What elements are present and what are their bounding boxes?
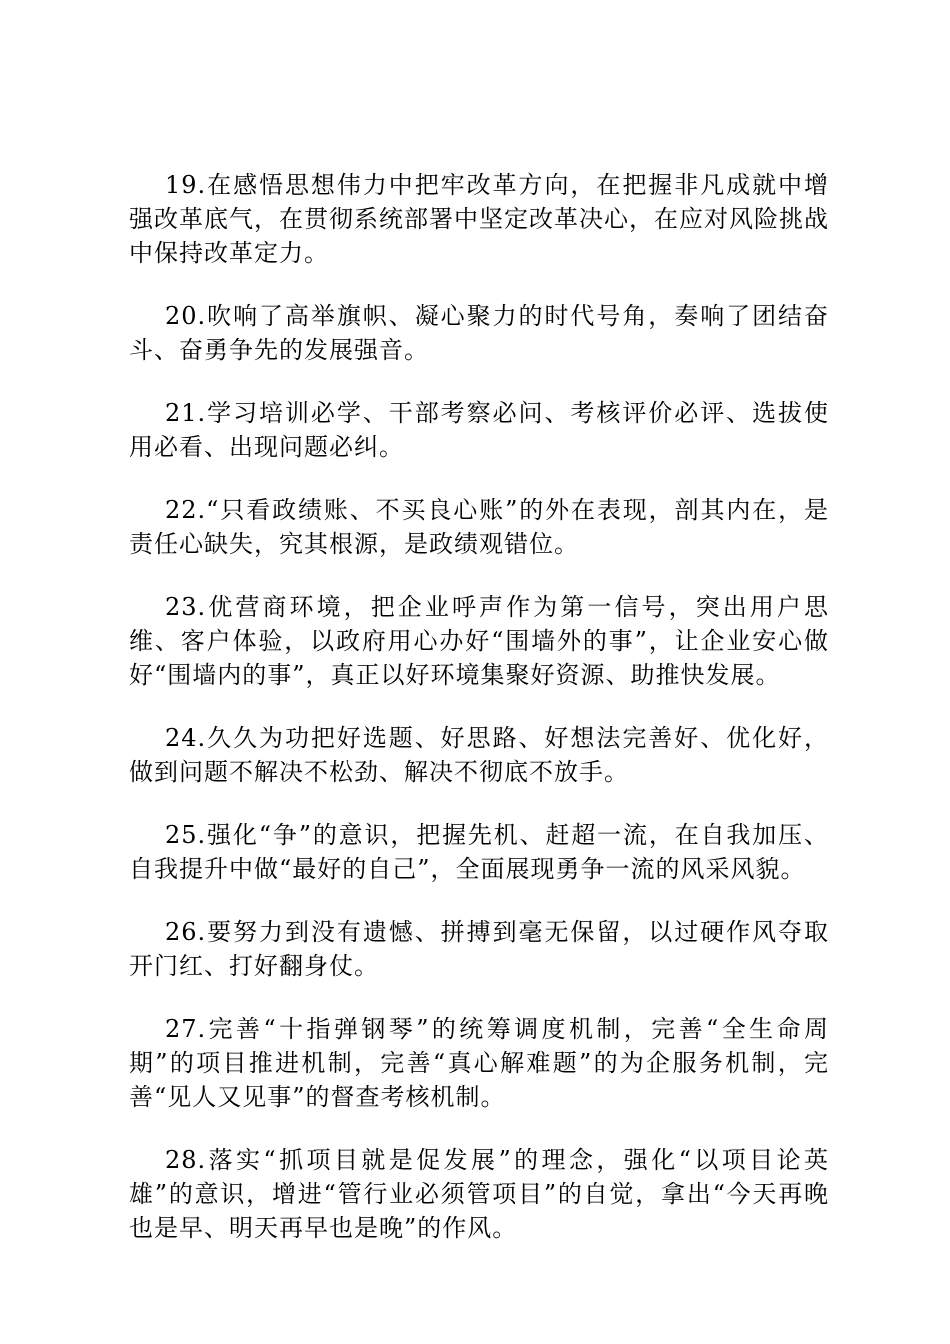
paragraph-27: 27.完善“十指弹钢琴”的统筹调度机制，完善“全生命周期”的项目推进机制，完善“真心解难题”的为企服务机制，完善“见人又见事”的督查考核机制。 [129,1015,829,1111]
paragraph-28: 28.落实“抓项目就是促发展”的理念，强化“以项目论英雄”的意识，增进“管行业必须管项目”的自觉，拿出“今天再晚也是早、明天再早也是晚”的作风。 [129,1146,829,1242]
paragraph-21: 21.学习培训必学、干部考察必问、考核评价必评、选拔使用必看、出现问题必纠。 [129,399,829,461]
paragraph-24: 24.久久为功把好选题、好思路、好想法完善好、优化好，做到问题不解决不松劲、解决不彻底不放手。 [129,724,829,786]
paragraph-22: 22.“只看政绩账、不买良心账”的外在表现，剖其内在，是责任心缺失，究其根源，是政绩观错位。 [129,496,829,558]
document-body [129,168,829,1274]
paragraph-25: 25.强化“争”的意识，把握先机、赶超一流，在自我加压、自我提升中做“最好的自己”，全面展现勇争一流的风采风貌。 [129,821,829,883]
paragraph-19: 19.在感悟思想伟力中把牢改革方向，在把握非凡成就中增强改革底气，在贯彻系统部署中坚定改革决心，在应对风险挑战中保持改革定力。 [129,171,829,267]
paragraph-23: 23.优营商环境，把企业呼声作为第一信号，突出用户思维、客户体验，以政府用心办好“围墙外的事”，让企业安心做好“围墙内的事”，真正以好环境集聚好资源、助推快发展。 [129,593,829,689]
paragraph-26: 26.要努力到没有遗憾、拼搏到毫无保留，以过硬作风夺取开门红、打好翻身仗。 [129,918,829,980]
paragraph-20: 20.吹响了高举旗帜、凝心聚力的时代号角，奏响了团结奋斗、奋勇争先的发展强音。 [129,302,829,364]
